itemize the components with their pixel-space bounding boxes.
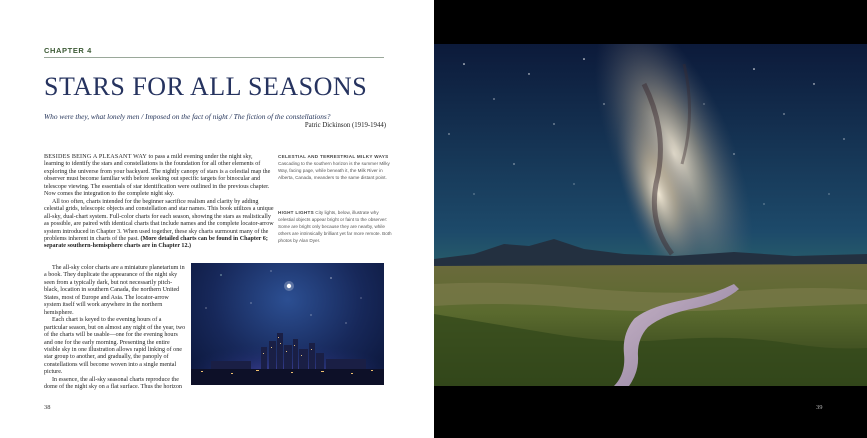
chapter-divider [44, 57, 384, 58]
paragraph-4: Each chart is keyed to the evening hours of a particular season, but on almost any night of the year, two of the charts will be usable—one for the evening hours and one for the early morning. Presenting the entire visible sky in one illustration allows rapid linking of one star group to another, and gradually, the panoply of constellations will become woven into a single mental picture. [44, 317, 186, 376]
caption-2-heading: HIGHT LIGHTS [278, 210, 315, 215]
page-number-right: 39 [816, 404, 823, 411]
paragraph-2 [44, 199, 274, 251]
body-text-wide [44, 154, 274, 251]
city-skyline-illustration [191, 263, 384, 385]
chapter-title: STARS FOR ALL SEASONS [44, 72, 368, 101]
milky-way-landscape-illustration [434, 44, 867, 386]
caption-1-body: Cascading to the southern horizon is the summer Milky Way, facing page, while beneath it, the Milk River in Alberta, Canada, meanders to the same distant point. [278, 160, 390, 180]
epigraph-attribution: Patric Dickinson (1919-1944) [304, 122, 386, 129]
body-text-narrow [44, 265, 186, 392]
caption-city-lights [278, 210, 396, 245]
caption-milky-ways [278, 154, 396, 182]
caption-2-body: City lights, below, illustrate why celestial objects appear bright or faint to the observer: Some are bright only because they are nearby, while others are intrinsically brilliant yet far more remote. Both photos by Alan Dyer. [278, 210, 392, 243]
lead-in: BESIDES BEING A PLEASANT WAY [44, 154, 147, 160]
page-number-left: 38 [44, 404, 51, 411]
paragraph-5: In essence, the all-sky seasonal charts reproduce the dome of the night sky on a flat surface. Thus the horizon [44, 376, 182, 391]
epigraph: Who were they, what lonely men / Imposed on the fact of night / The fiction of the constellations? [44, 112, 331, 121]
paragraph-2-bold: (More detailed charts can be found in Chapter 6; separate southern-hemisphere charts are in Chapter 12.) [44, 235, 268, 250]
paragraph-2-text: All too often, charts intended for the beginner sacrifice realism and clarity by adding celestial grids, telescopic objects and constellation and star names. This book utilizes a unique all-sky, dual-chart system. Full-color charts for each season, showing the stars as realistically as possible, are paired with identical charts that include names and the complete locator-arrow system introduced in Chapter 3. When used together, these sky charts surmount many of the problems inherent in charts of the past. [44, 198, 274, 242]
milky-way-photo [434, 44, 867, 386]
caption-1-heading: CELESTIAL AND TERRESTRIAL MILKY WAYS [278, 154, 389, 159]
paragraph-1 [44, 154, 274, 199]
paragraph-1-text: to pass a mild evening under the night sky, learning to identify the stars and constellations is the foundation for all other elements of exploring the universe from your backyard. The nightly canopy of stars is a celestial map the observer must become familiar with before seeking out specific targets for binocular and telescope viewing. The essentials of star identification were outlined in the previous chapter. Now comes the integration to the complete night sky. [44, 154, 271, 198]
right-page [434, 0, 867, 438]
paragraph-3: The all-sky color charts are a miniature planetarium in a book. They duplicate the appearance of the night sky seen from a typically dark, but not necessarily pitch-black, location in southern Canada, the northern United States, most of Europe and Asia. The locator-arrow system itself will work anywhere in the northern hemisphere. [44, 265, 185, 316]
chapter-label: CHAPTER 4 [44, 46, 92, 55]
city-skyline-photo [191, 263, 384, 385]
